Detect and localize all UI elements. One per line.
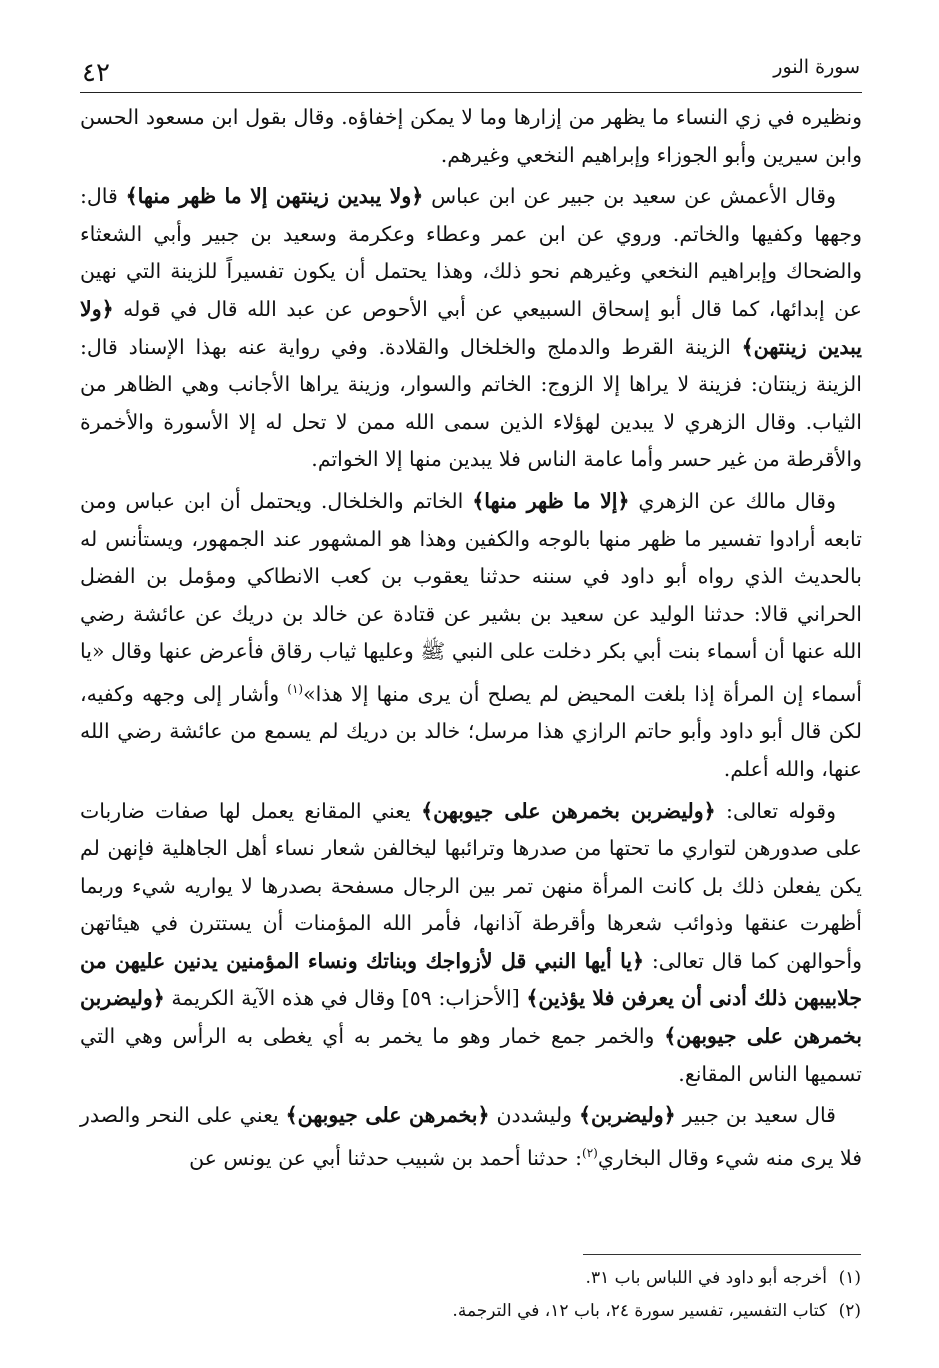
text-run: وقوله تعالى: (715, 798, 837, 823)
text-run: وأشار إلى وجهه وكفيه، لكن قال أبو داود وأبو حاتم الرازي هذا مرسل؛ خالد بن دريك لم يسمع من عائشة رضي الله عنها، والله أعلم. (80, 681, 862, 781)
footnote-ref: (٢) (582, 1145, 598, 1160)
quran-verse: ﴿ولا يبدين زينتهن إلا ما ظهر منها﴾ (125, 184, 424, 209)
text-run: يعني على النحر والصدر فلا يرى منه شيء وقال البخاري (80, 1103, 862, 1170)
text-run: قال: وجهها وكفيها والخاتم. وروي عن ابن عمر وعطاء وعكرمة وسعيد بن جبير وأبي الشعثاء والضحاك وإبراهيم النخعي وغيرهم نحو ذلك، وهذا يحتمل أن يكون تفسيراً للزينة التي نهين عن إبدائها، كما قال أبو إسحاق السبيعي عن أبي الأحوص عن عبد الله قال في قوله (80, 184, 862, 321)
text-run: الخاتم والخلخال. ويحتمل أن ابن عباس ومن تابعه أرادوا تفسير ما ظهر منها بالوجه والكفين وهذا هو المشهور عند الجمهور، ويستأنس له بالحديث الذي رواه أبو داود في سننه حدثنا يعقوب بن كعب الانطاكي ومؤمل بن الفضل الحراني قالا: حدثنا الوليد عن سعيد بن بشير عن قتادة عن خالد بن دريك عن عائشة رضي الله عنها أن أسماء بنت أبي بكر دخلت على النبي ﷺ وعليها ثياب رقاق فأعرض عنها وقال «يا أسماء إن المرأة إذا بلغت المحيض لم يصلح أن يرى منها إلا هذا» (80, 488, 862, 706)
paragraph (80, 178, 862, 479)
footnote-number: (١) (838, 1268, 861, 1288)
text-run: قال سعيد بن جبير (675, 1103, 836, 1128)
paragraph (80, 793, 862, 1094)
text-run: ونظيره في زي النساء ما يظهر من إزارها وما لا يمكن إخفاؤه. وقال بقول ابن مسعود الحسن وابن سيرين وأبو الجوزاء وإبراهيم النخعي وغيرهم. (80, 105, 862, 167)
quran-verse: ﴿وليضربن بخمرهن على جيوبهن﴾ (421, 798, 716, 823)
quran-verse: ﴿يا أيها النبي قل لأزواجك وبناتك ونساء المؤمنين يدنين عليهن من جلابيبهن ذلك أدنى أن يعرفن فلا يؤذين﴾ (80, 948, 862, 1011)
page-header (80, 56, 860, 92)
text-run: والخمر جمع خمار وهو ما يخمر به أي يغطى به الرأس وهي التي تسميها الناس المقانع. (80, 1024, 862, 1086)
footnote-text: كتاب التفسير، تفسير سورة ٢٤، باب ١٢، في الترجمة. (452, 1301, 827, 1321)
footnote-number: (٢) (838, 1301, 861, 1321)
footnotes (79, 1262, 861, 1328)
quran-verse: ﴿بخمرهن على جيوبهن﴾ (285, 1103, 490, 1128)
header-divider (80, 92, 862, 93)
text-run: الزينة القرط والدملج والخلخال والقلادة. وفي رواية عنه بهذا الإسناد قال: الزينة زينتان: فزينة لا يراها إلا الزوج: الخاتم والسوار، وزينة يراها الأجانب وهي الظاهر من الثياب. وقال الزهري لا يبدين لهؤلاء الذين سمى الله ممن لا تحل له إلا الأسورة والأخمرة والأقرطة من غير حسر وأما عامة الناس فلا يبدين منها إلا الخواتم. (80, 334, 862, 472)
footnote-item (79, 1262, 861, 1295)
footnote-item (79, 1295, 861, 1328)
main-text (80, 99, 862, 1181)
paragraph (80, 99, 862, 174)
text-run: يعني المقانع يعمل لها صفات ضاربات على صدورهن لتواري ما تحتها من صدرها وترائبها ليخالفن شعار نساء أهل الجاهلية فإنهن لم يكن يفعلن ذلك بل كانت المرأة منهن تمر بين الرجال مسفحة بصدرها لا يواريه شيء وربما أظهرت عنقها وذوائب شعرها وأقرطة آذانها، فأمر الله المؤمنات أن يستترن في هيئاتهن وأحوالهن كما قال تعالى: (80, 798, 862, 973)
paragraph (80, 483, 862, 789)
text-run: وليشددن (489, 1103, 579, 1128)
text-run: وقال الأعمش عن سعيد بن جبير عن ابن عباس (423, 184, 836, 209)
text-run: وقال مالك عن الزهري (629, 488, 836, 513)
footnote-ref: (١) (287, 681, 304, 696)
text-run: [الأحزاب: ٥٩] وقال في هذه الآية الكريمة (164, 986, 527, 1011)
quran-verse: ﴿ولا يبدين زينتهن﴾ (80, 296, 862, 359)
quran-verse: ﴿وليضربن﴾ (578, 1103, 676, 1128)
footnote-divider (583, 1254, 861, 1255)
text-run: : حدثنا أحمد بن شبيب حدثنا أبي عن يونس عن (189, 1145, 583, 1170)
footnote-text: أخرجه أبو داود في اللباس باب ٣١. (585, 1268, 827, 1288)
surah-title: سورة النور (773, 56, 860, 78)
quran-verse: ﴿وليضربن بخمرهن على جيوبهن﴾ (80, 986, 862, 1049)
quran-verse: ﴿إلا ما ظهر منها﴾ (472, 488, 630, 513)
page-number: ٤٢ (82, 58, 110, 88)
paragraph (80, 1097, 862, 1177)
